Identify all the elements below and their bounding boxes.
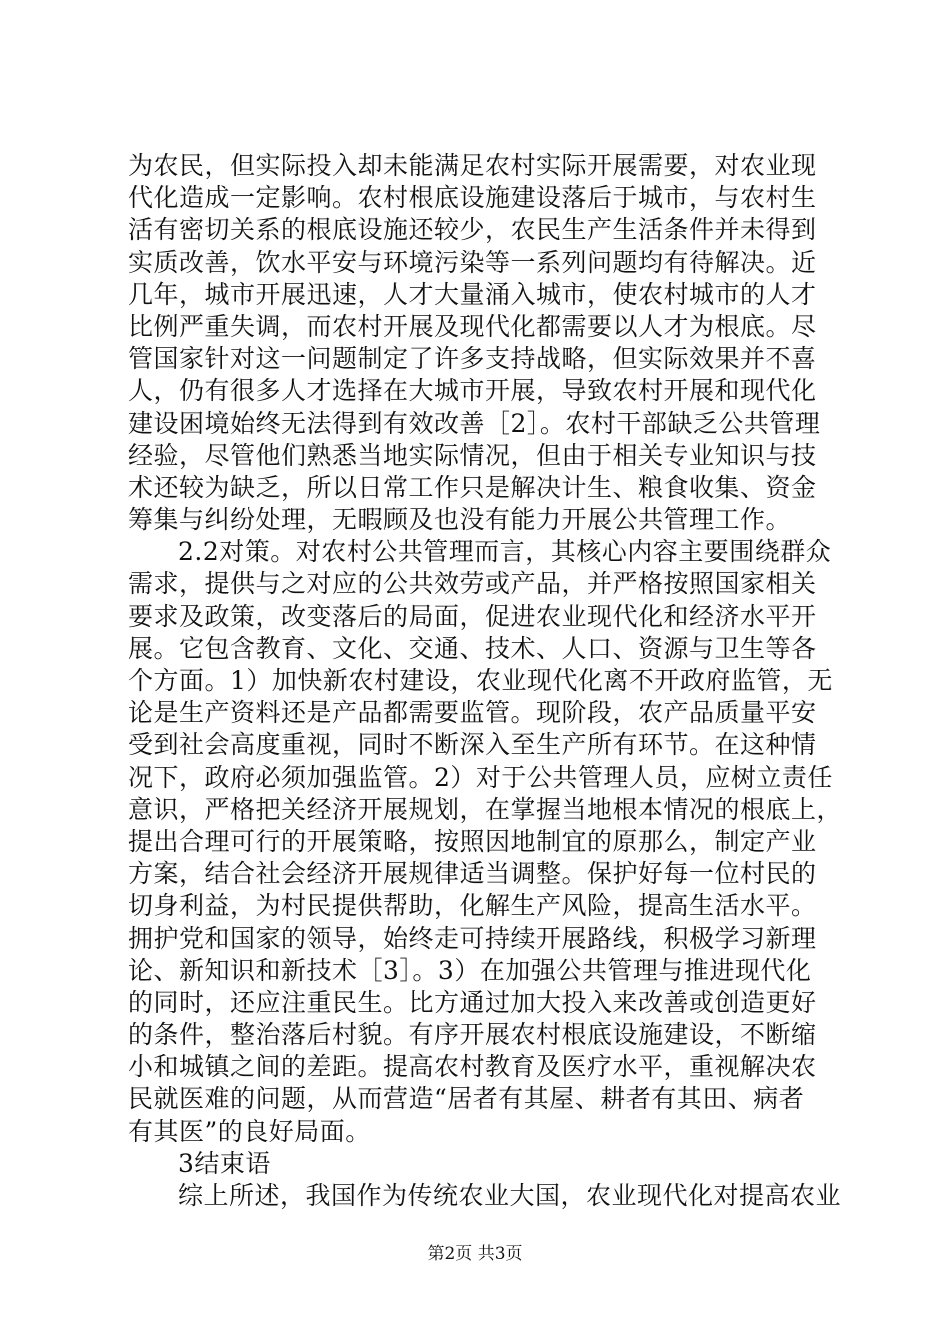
- text-line: 比例严重失调，而农村开展及现代化都需要以人才为根底。尽: [128, 311, 817, 341]
- text-line: 经验，尽管他们熟悉当地实际情况，但由于相关专业知识与技: [128, 440, 817, 470]
- text-line: 展。它包含教育、文化、交通、技术、人口、资源与卫生等各: [128, 633, 817, 663]
- text-line: 为农民，但实际投入却未能满足农村实际开展需要，对农业现: [128, 151, 817, 180]
- text-line: 方案，结合社会经济开展规律适当调整。保护好每一位村民的: [128, 859, 817, 889]
- text-line: 活有密切关系的根底设施还较少，农民生产生活条件并未得到: [128, 215, 817, 245]
- text-line: 受到社会高度重视，同时不断深入至生产所有环节。在这种情: [128, 730, 817, 760]
- text-line: 需求，提供与之对应的公共效劳或产品，并严格按照国家相关: [128, 569, 817, 599]
- text-line: 管国家针对这一问题制定了许多支持战略，但实际效果并不喜: [128, 344, 817, 374]
- text-line: 提出合理可行的开展策略，按照因地制宜的原那么，制定产业: [128, 826, 817, 856]
- text-line: 术还较为缺乏，所以日常工作只是解决计生、粮食收集、资金: [128, 472, 817, 502]
- text-line: 民就医难的问题，从而营造“居者有其屋、耕者有其田、病者: [128, 1084, 805, 1114]
- text-line: 建设困境始终无法得到有效改善［2］。农村干部缺乏公共管理: [128, 408, 821, 438]
- document-body: [128, 150, 848, 1212]
- text-line: 的条件，整治落后村貌。有序开展农村根底设施建设，不断缩: [128, 1020, 817, 1050]
- section-heading: 3结束语: [178, 1148, 271, 1178]
- text-line: 个方面。1）加快新农村建设，农业现代化离不开政府监管，无: [128, 666, 833, 695]
- text-line: 的同时，还应注重民生。比方通过加大投入来改善或创造更好: [128, 987, 817, 1017]
- text-line: 论是生产资料还是产品都需要监管。现阶段，农产品质量平安: [128, 698, 817, 728]
- page-footer: 第2页 共3页: [427, 1244, 523, 1264]
- text-line: 人，仍有很多人才选择在大城市开展，导致农村开展和现代化: [128, 376, 817, 406]
- text-line: 小和城镇之间的差距。提高农村教育及医疗水平，重视解决农: [128, 1052, 817, 1082]
- text-line: 代化造成一定影响。农村根底设施建设落后于城市，与农村生: [128, 183, 817, 213]
- text-line: 况下，政府必须加强监管。2）对于公共管理人员，应树立责任: [128, 762, 833, 792]
- text-line: 实质改善，饮水平安与环境污染等一系列问题均有待解决。近: [128, 247, 817, 277]
- text-line: 意识，严格把关经济开展规划，在掌握当地根本情况的根底上，: [128, 794, 843, 824]
- text-line: 要求及政策，改变落后的局面，促进农业现代化和经济水平开: [128, 601, 817, 631]
- paragraph-start-line: 2.2对策。对农村公共管理而言，其核心内容主要围绕群众: [178, 537, 832, 567]
- text-line: 几年，城市开展迅速，人才大量涌入城市，使农村城市的人才: [128, 279, 817, 309]
- text-line: 筹集与纠纷处理，无暇顾及也没有能力开展公共管理工作。: [128, 505, 792, 535]
- text-line: 切身利益，为村民提供帮助，化解生产风险，提高生活水平。: [128, 891, 817, 921]
- text-line: 拥护党和国家的领导，始终走可持续开展路线，积极学习新理: [128, 923, 817, 953]
- text-line: 有其医”的良好局面。: [128, 1116, 371, 1146]
- text-line: 论、新知识和新技术［3］。3）在加强公共管理与推进现代化: [128, 955, 812, 985]
- paragraph-start-line: 综上所述，我国作为传统农业大国，农业现代化对提高农业: [178, 1181, 842, 1210]
